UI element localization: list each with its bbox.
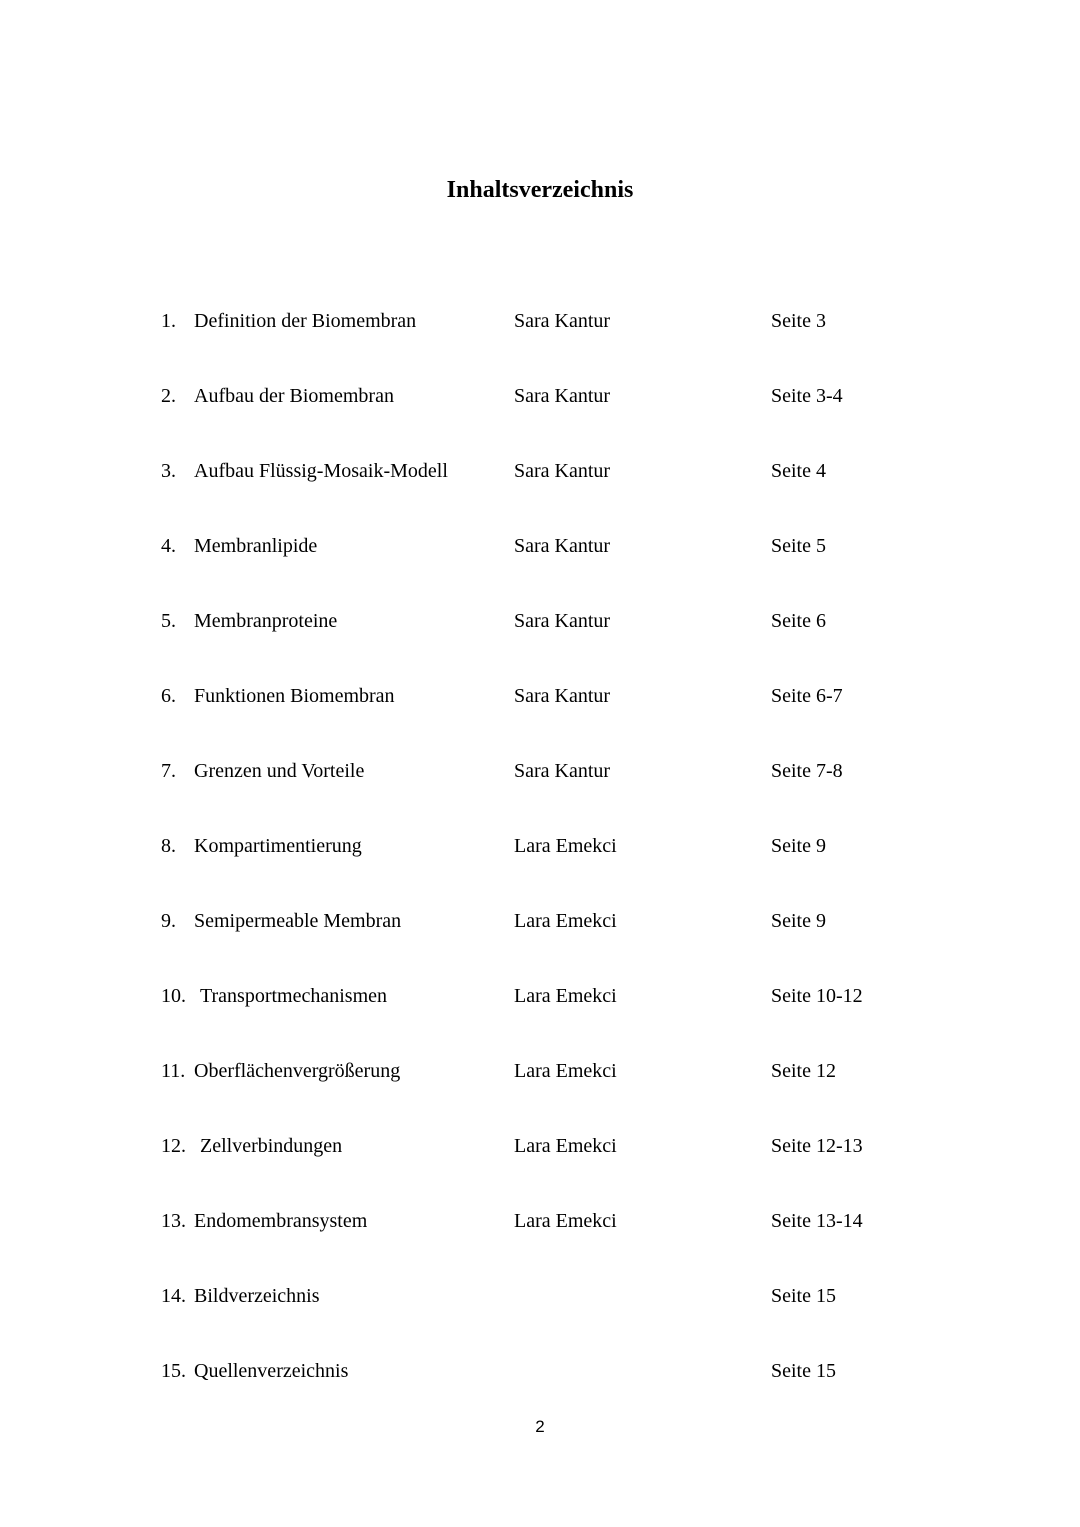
toc-entry	[0, 531, 1080, 561]
toc-entry-pages: Seite 4	[771, 460, 826, 482]
toc-entry-title: Funktionen Biomembran	[194, 685, 395, 707]
toc-entry-number: 3.	[161, 460, 176, 482]
toc-entry-title: Transportmechanismen	[200, 985, 388, 1007]
toc-entry-number: 6.	[161, 685, 176, 707]
toc-entry	[0, 756, 1080, 786]
toc-entry-author: Sara Kantur	[514, 685, 611, 707]
toc-entry	[0, 606, 1080, 636]
toc-entry-pages: Seite 7-8	[771, 760, 843, 782]
toc-entry-pages: Seite 9	[771, 835, 826, 857]
toc-entry-number: 2.	[161, 385, 176, 407]
toc-entry-number: 9.	[161, 910, 176, 932]
toc-entry-author: Lara Emekci	[514, 910, 617, 932]
toc-entry-number: 15.	[161, 1360, 186, 1382]
toc-entry	[0, 456, 1080, 486]
toc-entry	[0, 1206, 1080, 1236]
toc-entry-pages: Seite 12	[771, 1060, 836, 1082]
toc-entry-title: Membranlipide	[194, 535, 318, 557]
toc-entry	[0, 831, 1080, 861]
toc-entry-author: Lara Emekci	[514, 1210, 617, 1232]
toc-entry-pages: Seite 6	[771, 610, 826, 632]
toc-entry-author: Sara Kantur	[514, 310, 611, 332]
toc-entry-number: 11.	[161, 1060, 186, 1082]
toc-entry-title: Bildverzeichnis	[194, 1285, 320, 1307]
toc-entry-title: Oberflächenvergrößerung	[194, 1060, 401, 1082]
toc-entry-title: Grenzen und Vorteile	[194, 760, 365, 782]
toc-entry-title: Semipermeable Membran	[194, 910, 402, 932]
toc-entry	[0, 981, 1080, 1011]
page-title: Inhaltsverzeichnis	[446, 177, 634, 203]
toc-entry	[0, 1281, 1080, 1311]
toc-entry-title: Zellverbindungen	[200, 1135, 343, 1157]
toc-entry-title: Aufbau der Biomembran	[194, 385, 394, 407]
toc-entry-pages: Seite 6-7	[771, 685, 843, 707]
toc-entry-author: Sara Kantur	[514, 535, 611, 557]
toc-entry-number: 1.	[161, 310, 176, 332]
toc-entry	[0, 906, 1080, 936]
toc-entry-number: 7.	[161, 760, 176, 782]
toc-entry	[0, 1056, 1080, 1086]
toc-entry	[0, 306, 1080, 336]
toc-entry-pages: Seite 10-12	[771, 985, 863, 1007]
toc-entry-title: Membranproteine	[194, 610, 338, 632]
toc-entry-number: 8.	[161, 835, 176, 857]
toc-entry-number: 5.	[161, 610, 176, 632]
toc-entry-author: Sara Kantur	[514, 385, 611, 407]
toc-entry	[0, 381, 1080, 411]
toc-entry-author: Sara Kantur	[514, 610, 611, 632]
toc-entry-title: Quellenverzeichnis	[194, 1360, 349, 1382]
toc-entry-number: 13.	[161, 1210, 186, 1232]
toc-entry-number: 12.	[161, 1135, 186, 1157]
toc-entry	[0, 1131, 1080, 1161]
toc-entry-pages: Seite 9	[771, 910, 826, 932]
toc-entry	[0, 1356, 1080, 1386]
toc-entry-pages: Seite 3	[771, 310, 826, 332]
toc-entry-title: Endomembransystem	[194, 1210, 368, 1232]
toc-entry-author: Sara Kantur	[514, 760, 611, 782]
toc-entry-author: Lara Emekci	[514, 1060, 617, 1082]
toc-entry-number: 10.	[161, 985, 186, 1007]
toc-entry-author: Lara Emekci	[514, 1135, 617, 1157]
toc-entry-title: Kompartimentierung	[194, 835, 362, 857]
toc-entry-pages: Seite 5	[771, 535, 826, 557]
toc-entry-title: Definition der Biomembran	[194, 310, 417, 332]
toc-entry-pages: Seite 12-13	[771, 1135, 863, 1157]
toc-entry-author: Lara Emekci	[514, 985, 617, 1007]
toc-entry	[0, 681, 1080, 711]
toc-entry-number: 14.	[161, 1285, 186, 1307]
toc-entry-author: Sara Kantur	[514, 460, 611, 482]
toc-entry-title: Aufbau Flüssig-Mosaik-Modell	[194, 460, 448, 482]
toc-entry-pages: Seite 15	[771, 1360, 836, 1382]
page-number: 2	[535, 1417, 545, 1436]
toc-entry-pages: Seite 13-14	[771, 1210, 863, 1232]
toc-entry-pages: Seite 15	[771, 1285, 836, 1307]
toc-entry-author: Lara Emekci	[514, 835, 617, 857]
toc-entry-pages: Seite 3-4	[771, 385, 843, 407]
toc-entry-number: 4.	[161, 535, 176, 557]
